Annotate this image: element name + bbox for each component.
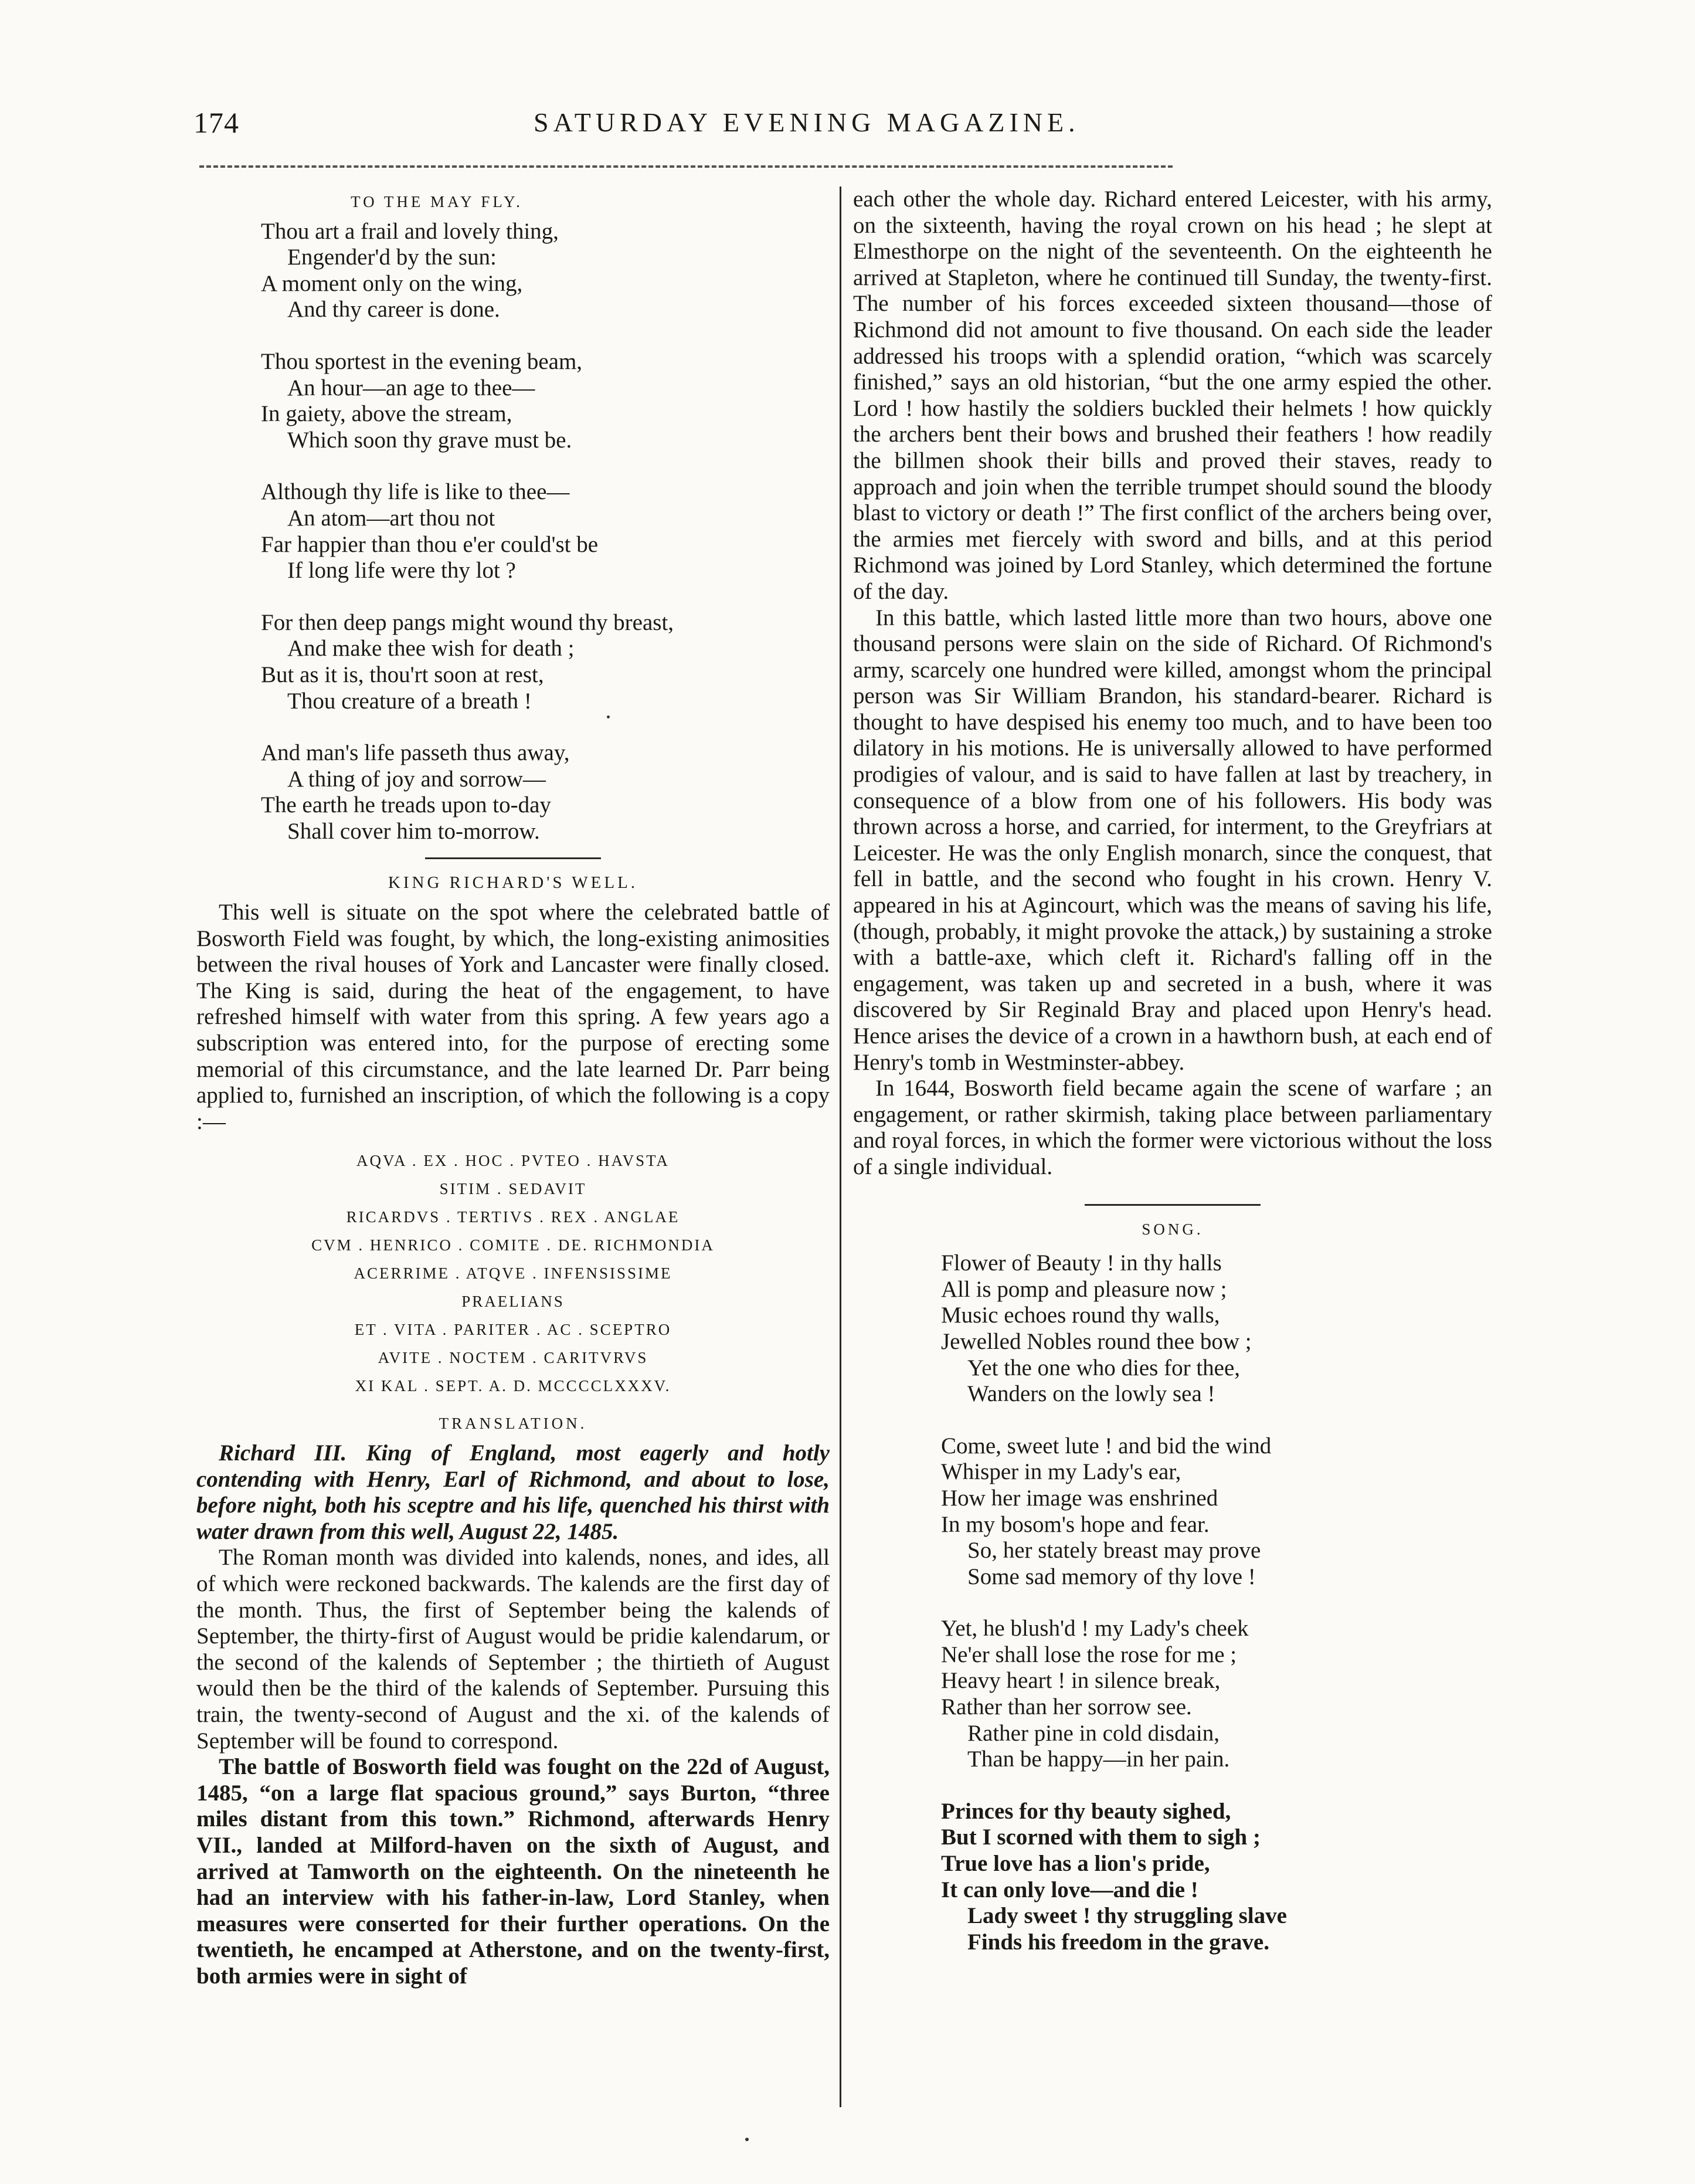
poem-line: Which soon thy grave must be. [287,427,572,453]
poem-stanza [261,740,830,845]
poem-stanza [261,219,830,323]
song-line: Ne'er shall lose the rose for me ; [941,1642,1237,1667]
song-line: Flower of Beauty ! in thy halls [941,1250,1222,1276]
header-rule [199,165,1173,168]
song-line: Come, sweet lute ! and bid the wind [941,1433,1272,1459]
song-line: In my bosom's hope and fear. [941,1511,1210,1537]
song-line: Rather than her sorrow see. [941,1694,1192,1720]
poem-line: Thou sportest in the evening beam, [261,348,583,374]
translation-text: Richard III. King of England, most eagerly and hotly contending with Henry, Earl of Richmond, and about to lose, before night, both his sceptre and his life, quenched his thirst with water drawn from this well, August 22, 1485. [196,1440,830,1544]
poem-line: And thy career is done. [287,297,500,323]
song-poem [853,1250,1492,1955]
article-intro: This well is situate on the spot where the celebrated battle of Bosworth Field was fought, by which, the long-existing animosities between the rival houses of York and Lancaster were finally closed. The King is said, during the heat of the engagement, to have refreshed himself with water from this spring. A few years ago a subscription was entered into, for the purpose of erecting some memorial of this circumstance, and the late learned Dr. Parr being applied to, furnished an inscription, of which the following is a copy :— [196,900,830,1134]
song-stanza [941,1250,1492,1408]
song-line: Jewelled Nobles round thee bow ; [941,1328,1252,1354]
song-stanza [941,1799,1492,1956]
poem-stanza [261,349,830,453]
poem-line: Although thy life is like to thee— [261,479,570,505]
song-line: Finds his freedom in the grave. [967,1929,1269,1955]
inscription-line: ET . VITA . PARITER . AC . SCEPTRO [354,1321,672,1339]
song-line: Some sad memory of thy love ! [967,1564,1256,1589]
right-column [853,186,1492,1981]
poem-title-may-fly: TO THE MAY FLY. [351,193,523,211]
poem-line: Shall cover him to-morrow. [287,818,540,844]
poem-line: In gaiety, above the stream, [261,401,512,427]
page-header [193,106,1178,147]
poem-line: For then deep pangs might wound thy breast, [261,609,674,635]
poem-line: A thing of joy and sorrow— [287,766,546,792]
song-line: Music echoes round thy walls, [941,1303,1220,1328]
poem-stanza [261,610,830,714]
poem-line: The earth he treads upon to-day [261,792,551,818]
battle-1644-paragraph: In 1644, Bosworth field became again the scene of warfare ; an engagement, or rather skirmish, taking place between parliamentary and royal forces, in which the former were victorious without the loss of a single individual. [853,1076,1492,1179]
column-divider [840,186,841,2107]
song-line: True love has a lion's pride, [941,1851,1210,1877]
inscription-line: SITIM . SEDAVIT [439,1180,587,1198]
song-line: Princes for thy beauty sighed, [941,1798,1231,1824]
poem-line: Thou art a frail and lovely thing, [261,218,559,244]
song-line: Wanders on the lowly sea ! [967,1381,1215,1407]
inscription-line: XI KAL . SEPT. A. D. MCCCCLXXXV. [355,1377,671,1395]
inscription-line: PRAELIANS [461,1293,565,1311]
song-line: Lady sweet ! thy struggling slave [967,1903,1287,1929]
poem-line: An atom—art thou not [287,505,495,531]
song-stanza [941,1616,1492,1773]
inscription-line: CVM . HENRICO . COMITE . DE. RICHMONDIA [311,1236,715,1254]
song-line: Rather pine in cold disdain, [967,1720,1220,1746]
running-title: SATURDAY EVENING MAGAZINE. [534,107,1080,137]
song-title: SONG. [1142,1220,1204,1238]
poem-line: If long life were thy lot ? [287,558,516,584]
poem-line: Far happier than thou e'er could'st be [261,531,599,557]
poem-line: And make thee wish for death ; [287,636,575,662]
song-line: How her image was enshrined [941,1485,1218,1511]
song-line: But I scorned with them to sigh ; [941,1824,1261,1850]
battle-continued-paragraph: each other the whole day. Richard entered Leicester, with his army, on the sixteenth, having the royal crown on his head ; he slept at Elmesthorpe on the night of the seventeenth. On the eighteenth he arrived at Stapleton, where he continued till Sunday, the twenty-first. The number of his forces exceeded sixteen thousand—those of Richmond did not amount to five thousand. On each side the leader addressed his troops with a splendid oration, “which was scarcely finished,” says an old historian, “but the one army espied the other. Lord ! how hastily the soldiers buckled their helmets ! how quickly the archers bent their bows and brushed their feathers ! how readily the billmen shook their bills and proved their staves, ready to approach and join when the terrible trumpet should sound the bloody blast to victory or death !” The first conflict of the archers being over, the armies met fiercely with sword and bills, and at this period Richmond was joined by Lord Stanley, which determined the fortune of the day. [853,186,1492,604]
song-line: Heavy heart ! in silence break, [941,1668,1221,1694]
poem-line: Thou creature of a breath ! [287,688,532,714]
song-line: Yet the one who dies for thee, [967,1355,1241,1381]
song-line: Than be happy—in her pain. [967,1746,1230,1772]
song-line: Yet, he blush'd ! my Lady's cheek [941,1616,1249,1642]
poem-line: A moment only on the wing, [261,270,523,296]
left-column [196,186,830,1989]
battle-casualties-paragraph: In this battle, which lasted little more than two hours, above one thousand persons were slain on the side of Richard. Of Richmond's army, scarcely one hundred were killed, amongst whom the principal person was Sir William Brandon, his standard-bearer. Richard is thought to have despised his enemy too much, and to have been too dilatory in his motions. He is universally allowed to have performed prodigies of valour, and is said to have fallen at last by treachery, in consequence of a blow from one of his followers. His body was thrown across a horse, and carried, for interment, to the Greyfriars at Leicester. He was the only English monarch, since the conquest, that fell in battle, and the second who fought in his crown. Henry V. appeared in his at Agincourt, which was the means of saving his life, (though, probably, it might provoke the attack,) by sustaining a stroke with a battle-axe, which cleft it. Richard's falling off in the engagement, was taken up and secreted in a bush, where it was discovered by Sir Reginald Bray and placed upon Henry's head. Hence arises the device of a crown in a hawthorn bush, at each end of Henry's tomb in Westminster-abbey. [853,605,1492,1075]
song-line: Whisper in my Lady's ear, [941,1459,1181,1485]
song-line: So, her stately breast may prove [967,1538,1261,1564]
section-rule [1085,1204,1261,1206]
poem-line: An hour—an age to thee— [287,375,535,401]
page-number: 174 [193,106,239,139]
song-stanza [941,1433,1492,1590]
poem-line: Engender'd by the sun: [287,245,497,270]
page-speck [745,2138,749,2141]
inscription-line: AQVA . EX . HOC . PVTEO . HAVSTA [356,1152,670,1170]
inscription-line: AVITE . NOCTEM . CARITVRVS [378,1349,648,1367]
article-title: KING RICHARD'S WELL. [388,873,638,893]
song-line: It can only love—and die ! [941,1877,1198,1902]
inscription-line: ACERRIME . ATQVE . INFENSISSIME [354,1264,672,1283]
inscription-line: RICARDVS . TERTIVS . REX . ANGLAE [346,1208,680,1226]
poem-line: But as it is, thou'rt soon at rest, [261,662,544,687]
latin-inscription [196,1147,830,1400]
section-rule [425,857,601,859]
translation-heading: TRANSLATION. [439,1415,587,1433]
battle-paragraph: The battle of Bosworth field was fought on the 22d of August, 1485, “on a large flat spacious ground,” says Burton, “three miles distant from this town.” Richmond, afterwards Henry VII., landed at Milford-haven on the sixth of August, and arrived at Tamworth on the eighteenth. On the nineteenth he had an interview with his father-in-law, Lord Stanley, when measures were conserted for their further operations. On the twentieth, he encamped at Atherstone, and on the twenty-first, both armies were in sight of [196,1754,830,1989]
poem-may-fly [196,219,830,845]
roman-month-paragraph: The Roman month was divided into kalends, nones, and ides, all of which were reckoned backwards. The kalends are the first day of the month. Thus, the first of September being the kalends of September, the thirty-first of August would be pridie kalendarum, or the second of the kalends of September ; the thirtieth of August would then be the third of the kalends of September. Pursuing this train, the twenty-second of August and the xi. of the kalends of September will be found to correspond. [196,1545,830,1754]
poem-line: And man's life passeth thus away, [261,740,570,766]
poem-stanza [261,479,830,584]
song-line: All is pomp and pleasure now ; [941,1276,1227,1302]
